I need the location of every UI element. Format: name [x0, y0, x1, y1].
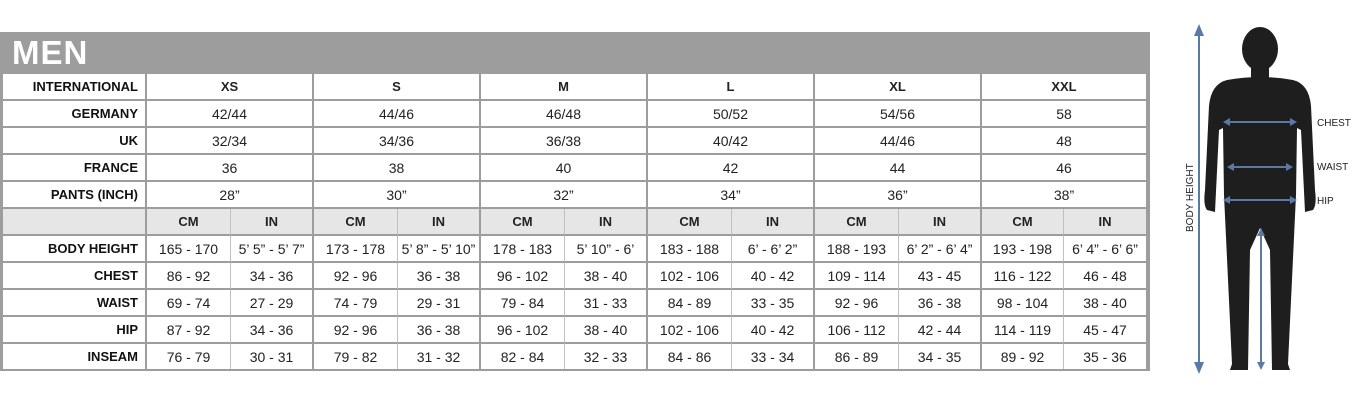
- table-cell: 183 - 188: [648, 236, 732, 263]
- size-chart-table: [0, 32, 1150, 371]
- row-label: UK: [3, 128, 147, 155]
- table-cell: 32/34: [147, 128, 314, 155]
- table-cell: 44: [815, 155, 982, 182]
- table-cell: 86 - 92: [147, 263, 231, 290]
- row-label: BODY HEIGHT: [3, 236, 147, 263]
- table-cell: 106 - 112: [815, 317, 899, 344]
- measure-row-inseam: [3, 344, 1146, 369]
- conversion-row-uk: [3, 128, 1146, 155]
- international-size-row: [3, 74, 1146, 101]
- unit-cm-header: CM: [815, 209, 899, 236]
- unit-header-row: [3, 209, 1146, 236]
- unit-cm-header: CM: [481, 209, 565, 236]
- size-grid: [3, 74, 1146, 369]
- table-cell: 29 - 31: [398, 290, 481, 317]
- unit-in-header: IN: [899, 209, 982, 236]
- table-cell: 46 - 48: [1064, 263, 1146, 290]
- table-cell: 36”: [815, 182, 982, 209]
- table-cell: 87 - 92: [147, 317, 231, 344]
- table-cell: 32”: [481, 182, 648, 209]
- inseam-label: INSEAM: [1249, 329, 1260, 368]
- table-cell: 84 - 89: [648, 290, 732, 317]
- table-cell: 5’ 10” - 6’: [565, 236, 648, 263]
- unit-cm-header: CM: [314, 209, 398, 236]
- table-cell: 42 - 44: [899, 317, 982, 344]
- table-cell: 98 - 104: [982, 290, 1064, 317]
- table-cell: 34 - 36: [231, 317, 314, 344]
- body-measurement-figure: [1175, 20, 1355, 380]
- table-cell: 69 - 74: [147, 290, 231, 317]
- row-label: PANTS (INCH): [3, 182, 147, 209]
- table-cell: 173 - 178: [314, 236, 398, 263]
- table-cell: 6’ 4” - 6’ 6”: [1064, 236, 1146, 263]
- table-cell: 102 - 106: [648, 263, 732, 290]
- table-cell: 58: [982, 101, 1146, 128]
- row-label: FRANCE: [3, 155, 147, 182]
- table-cell: 6’ 2” - 6’ 4”: [899, 236, 982, 263]
- table-cell: 36/38: [481, 128, 648, 155]
- measure-row-body-height: [3, 236, 1146, 263]
- size-header-m: M: [481, 74, 648, 101]
- table-cell: 45 - 47: [1064, 317, 1146, 344]
- measure-row-waist: [3, 290, 1146, 317]
- unit-cm-header: CM: [147, 209, 231, 236]
- table-cell: 102 - 106: [648, 317, 732, 344]
- table-cell: 40/42: [648, 128, 815, 155]
- unit-in-header: IN: [732, 209, 815, 236]
- table-cell: 82 - 84: [481, 344, 565, 369]
- measure-row-chest: [3, 263, 1146, 290]
- table-cell: 38”: [982, 182, 1146, 209]
- table-cell: 79 - 84: [481, 290, 565, 317]
- male-silhouette-diagram: [1175, 20, 1355, 380]
- table-cell: 5’ 8” - 5’ 10”: [398, 236, 481, 263]
- table-cell: 5’ 5” - 5’ 7”: [231, 236, 314, 263]
- table-cell: 36 - 38: [899, 290, 982, 317]
- unit-in-header: IN: [565, 209, 648, 236]
- table-cell: 6’ - 6’ 2”: [732, 236, 815, 263]
- unit-in-header: IN: [1064, 209, 1146, 236]
- table-cell: 86 - 89: [815, 344, 899, 369]
- table-cell: 40 - 42: [732, 263, 815, 290]
- unit-in-header: IN: [398, 209, 481, 236]
- table-cell: 188 - 193: [815, 236, 899, 263]
- table-cell: 92 - 96: [815, 290, 899, 317]
- table-cell: 96 - 102: [481, 317, 565, 344]
- row-label: HIP: [3, 317, 147, 344]
- size-header-l: L: [648, 74, 815, 101]
- size-header-xxl: XXL: [982, 74, 1146, 101]
- unit-row-blank: [3, 209, 147, 236]
- table-cell: 46: [982, 155, 1146, 182]
- table-cell: 38 - 40: [565, 317, 648, 344]
- table-cell: 84 - 86: [648, 344, 732, 369]
- table-cell: 35 - 36: [1064, 344, 1146, 369]
- size-header-xs: XS: [147, 74, 314, 101]
- table-cell: 96 - 102: [481, 263, 565, 290]
- table-cell: 114 - 119: [982, 317, 1064, 344]
- table-cell: 44/46: [314, 101, 481, 128]
- table-cell: 30 - 31: [231, 344, 314, 369]
- row-label: WAIST: [3, 290, 147, 317]
- table-cell: 116 - 122: [982, 263, 1064, 290]
- table-cell: 79 - 82: [314, 344, 398, 369]
- conversion-row-germany: [3, 101, 1146, 128]
- table-cell: 27 - 29: [231, 290, 314, 317]
- chart-title: MEN: [12, 34, 89, 71]
- table-cell: 34”: [648, 182, 815, 209]
- table-cell: 28”: [147, 182, 314, 209]
- table-cell: 38: [314, 155, 481, 182]
- table-cell: 43 - 45: [899, 263, 982, 290]
- table-cell: 165 - 170: [147, 236, 231, 263]
- body-height-label: BODY HEIGHT: [1185, 163, 1196, 232]
- measure-row-hip: [3, 317, 1146, 344]
- table-cell: 92 - 96: [314, 317, 398, 344]
- waist-label: WAIST: [1317, 162, 1349, 173]
- table-cell: 31 - 32: [398, 344, 481, 369]
- row-label: INTERNATIONAL: [3, 74, 147, 101]
- table-cell: 36: [147, 155, 314, 182]
- size-header-s: S: [314, 74, 481, 101]
- row-label: CHEST: [3, 263, 147, 290]
- table-cell: 36 - 38: [398, 263, 481, 290]
- table-cell: 109 - 114: [815, 263, 899, 290]
- table-cell: 44/46: [815, 128, 982, 155]
- table-cell: 33 - 34: [732, 344, 815, 369]
- table-cell: 40: [481, 155, 648, 182]
- table-cell: 50/52: [648, 101, 815, 128]
- table-cell: 42: [648, 155, 815, 182]
- table-cell: 54/56: [815, 101, 982, 128]
- table-cell: 34/36: [314, 128, 481, 155]
- table-cell: 36 - 38: [398, 317, 481, 344]
- table-cell: 38 - 40: [565, 263, 648, 290]
- row-label: INSEAM: [3, 344, 147, 369]
- chest-label: CHEST: [1317, 118, 1351, 129]
- table-cell: 46/48: [481, 101, 648, 128]
- table-cell: 76 - 79: [147, 344, 231, 369]
- unit-cm-header: CM: [648, 209, 732, 236]
- conversion-row-france: [3, 155, 1146, 182]
- conversion-row-pants: [3, 182, 1146, 209]
- table-cell: 48: [982, 128, 1146, 155]
- unit-cm-header: CM: [982, 209, 1064, 236]
- hip-label: HIP: [1317, 196, 1334, 207]
- table-cell: 34 - 35: [899, 344, 982, 369]
- chart-title-bar: [0, 32, 1150, 74]
- table-cell: 89 - 92: [982, 344, 1064, 369]
- row-label: GERMANY: [3, 101, 147, 128]
- table-cell: 33 - 35: [732, 290, 815, 317]
- table-cell: 178 - 183: [481, 236, 565, 263]
- table-cell: 92 - 96: [314, 263, 398, 290]
- table-cell: 193 - 198: [982, 236, 1064, 263]
- unit-in-header: IN: [231, 209, 314, 236]
- table-cell: 40 - 42: [732, 317, 815, 344]
- size-header-xl: XL: [815, 74, 982, 101]
- table-cell: 38 - 40: [1064, 290, 1146, 317]
- table-cell: 74 - 79: [314, 290, 398, 317]
- table-cell: 34 - 36: [231, 263, 314, 290]
- table-cell: 31 - 33: [565, 290, 648, 317]
- table-cell: 42/44: [147, 101, 314, 128]
- table-cell: 30”: [314, 182, 481, 209]
- table-cell: 32 - 33: [565, 344, 648, 369]
